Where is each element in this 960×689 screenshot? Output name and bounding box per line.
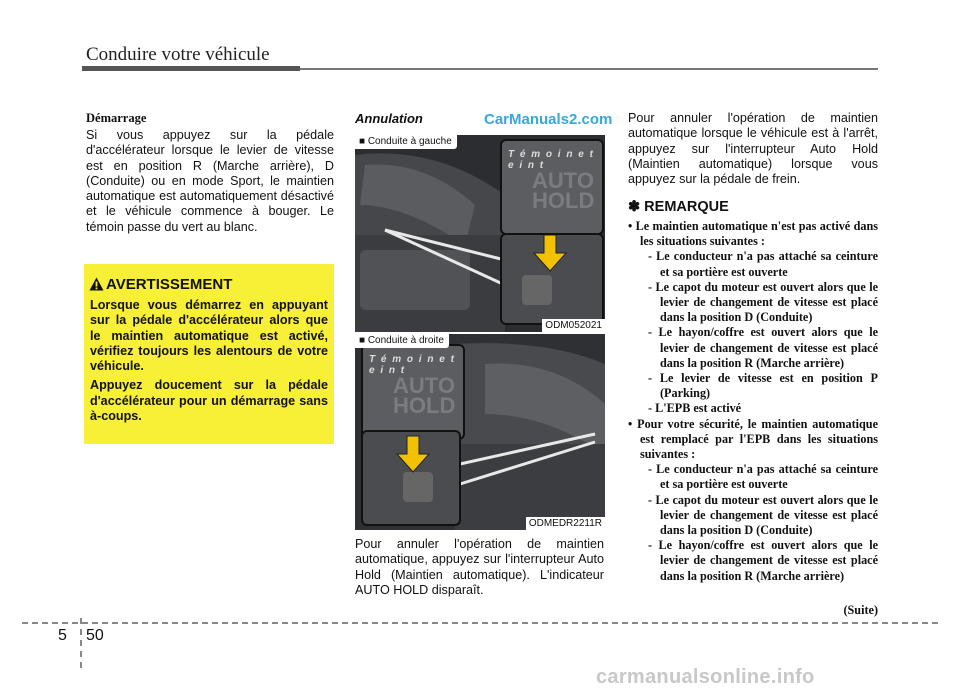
remarque-bullet-1: • Le maintien automatique n'est pas activé dans les situations suivantes : bbox=[628, 219, 878, 249]
demarrage-paragraph: Si vous appuyez sur la pédale d'accélérateur lorsque le levier de vitesse est en position R (Marche arrière), D (Conduite) ou en mode Sport, le maintien automatique est automatiquement désactivé et le véhicule commence à bouger. Le témoin passe du vert au blanc. bbox=[86, 128, 334, 234]
warning-body bbox=[90, 298, 328, 428]
press-arrow-icon bbox=[502, 235, 602, 323]
chapter-number: 5 bbox=[58, 627, 67, 644]
inset-label: T é m o i n e t e i n t bbox=[369, 354, 456, 376]
switch-inset bbox=[361, 430, 461, 526]
switch-inset bbox=[500, 233, 604, 325]
page-header-title: Conduire votre véhicule bbox=[86, 44, 270, 65]
photo-right-hand-drive bbox=[355, 334, 605, 530]
remarque-list bbox=[628, 219, 878, 584]
inset-label: T é m o i n e t e i n t bbox=[508, 149, 595, 171]
warning-triangle-icon bbox=[89, 277, 104, 291]
indicator-inset bbox=[361, 344, 465, 440]
auto-hold-indicator: AUTO HOLD bbox=[393, 373, 456, 418]
photo-code: ODM052021 bbox=[542, 319, 605, 332]
list-item: - Le conducteur n'a pas attaché sa ceinture et sa portière est ouverte bbox=[648, 249, 878, 279]
demarrage-heading: Démarrage bbox=[86, 111, 147, 125]
header-rule-dark bbox=[82, 66, 300, 71]
remarque-bullet-2: • Pour votre sécurité, le maintien automatique est remplacé par l'EPB dans les situations suivantes : bbox=[628, 416, 878, 462]
list-item: - Le conducteur n'a pas attaché sa ceinture et sa portière est ouverte bbox=[648, 462, 878, 492]
footer-vertical-divider bbox=[80, 618, 82, 668]
list-item: - Le levier de vitesse est en position P (Parking) bbox=[648, 371, 878, 401]
list-item: - Le hayon/coffre est ouvert alors que le levier de changement de vitesse est placé dans la position R (Marche arrière) bbox=[648, 538, 878, 583]
annulation-paragraph: Pour annuler l'opération de maintien automatique, appuyez sur l'interrupteur Auto Hold (Maintien automatique). L'indicateur AUTO HOLD disparaît. bbox=[355, 537, 604, 597]
remarque-title: ✽ REMARQUE bbox=[628, 199, 729, 215]
warning-box bbox=[84, 264, 334, 444]
list-item: - Le capot du moteur est ouvert alors que le levier de changement de vitesse est placé dans la position D (Conduite) bbox=[648, 492, 878, 538]
warning-paragraph-2: Appuyez doucement sur la pédale d'accélérateur pour un démarrage sans à-coups. bbox=[90, 378, 328, 424]
photo-code: ODMEDR2211R bbox=[526, 517, 605, 530]
footer-watermark: carmanualsonline.info bbox=[596, 666, 815, 688]
indicator-inset bbox=[500, 139, 604, 235]
cancel-stopped-paragraph: Pour annuler l'opération de maintien automatique lorsque le véhicule est à l'arrêt, appuyez sur l'interrupteur Auto Hold (Maintien automatique) lorsque vous appuyez sur la pédale de frein. bbox=[628, 111, 878, 187]
site-watermark: CarManuals2.com bbox=[484, 111, 613, 128]
photo-label: ■ Conduite à gauche bbox=[355, 135, 457, 149]
warning-paragraph-1: Lorsque vous démarrez en appuyant sur la pédale d'accélérateur alors que le maintien automatique est activé, vérifiez toujours les alentours de votre véhicule. bbox=[90, 298, 328, 374]
page-number: 50 bbox=[86, 627, 104, 644]
list-item: - Le capot du moteur est ouvert alors que le levier de changement de vitesse est placé dans la position D (Conduite) bbox=[648, 279, 878, 325]
header-rule-light bbox=[300, 68, 878, 70]
suite-label: (Suite) bbox=[843, 603, 878, 617]
photo-left-hand-drive bbox=[355, 135, 605, 332]
list-item: - L'EPB est activé bbox=[648, 401, 742, 416]
photo-label: ■ Conduite à droite bbox=[355, 334, 449, 348]
list-item: - Le hayon/coffre est ouvert alors que le levier de changement de vitesse est placé dans la position R (Marche arrière) bbox=[648, 325, 878, 370]
auto-hold-indicator: AUTO HOLD bbox=[532, 168, 595, 213]
warning-title: AVERTISSEMENT bbox=[106, 276, 233, 293]
footer-divider bbox=[22, 622, 938, 624]
press-arrow-icon bbox=[363, 432, 459, 524]
annulation-heading: Annulation bbox=[355, 111, 423, 126]
